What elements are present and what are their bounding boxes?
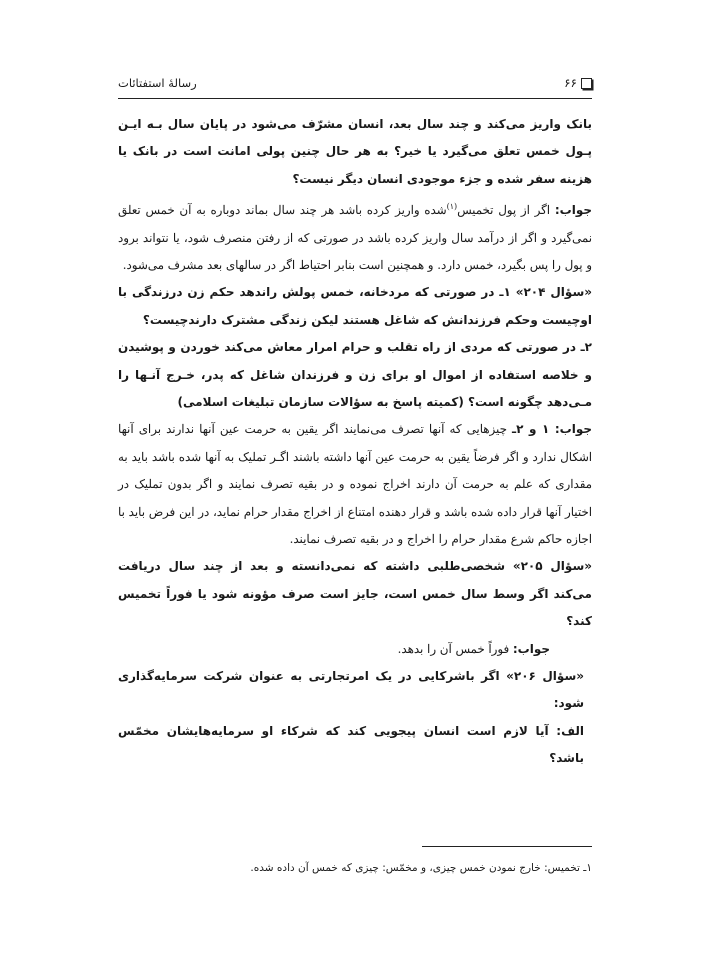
question-paragraph: بانک واریز می‌کند و چند سال بعد، انسان مشرّف می‌شود در پایان سال بـه ایـن پـول خمس تعلق می‌گیرد یا خیر؟ به هر حال چنین پولی امانت است در بانک یا هزینه سفر شده و جزء موجودی انسان دیگر نیست؟ <box>118 117 592 186</box>
answer-text: فوراً خمس آن را بدهد. <box>397 641 513 656</box>
page-body <box>118 111 592 773</box>
question-206: «سؤال ۲۰۶» اگر باشرکایی در یک امرتجارتی به عنوان شرکت سرمایه‌گذاری شود: <box>118 669 584 711</box>
footnote-marker: (۱) <box>446 202 458 212</box>
answer-204 <box>118 416 592 553</box>
question-205: «سؤال ۲۰۵» شخصی‌طلبی داشته که نمی‌دانسته و بعد از چند سال دریافت می‌کند اگر وسط سال خمس است، جایز است صرف مؤونه شود یا فوراً تخمیس کند؟ <box>118 559 592 629</box>
square-bullet-icon <box>581 78 592 89</box>
answer-text: اگر از پول تخمیس <box>457 203 555 218</box>
question-204: «سؤال ۲۰۴» ۱ـ در صورتی که مردخانه، خمس پولش راندهد حکم زن درزندگی با اوچیست وحکم فرزندانش که شاغل هستند لیکن زندگی مشترک دارندچیست؟ <box>118 285 592 327</box>
footnote: ۱ـ تخمیس: خارج نمودن خمس چیزی، و مخمّس: چیزی که خمس آن داده شده. <box>250 862 592 874</box>
answer-label: جواب: <box>512 641 550 656</box>
answer-text: چیزهایی که آنها تصرف می‌نمایند اگر یقین به حرمت عین آنها ندارند برای آنها اشکال ندارد و اگر فرضاً یقین به حرمت عین آنها داشته باشند اگـر تملیک به آنها شده باشد باید به مقداری که علم به حرمت آن دارند اخراج نموده و در بقیه تصرف نمایند و اگر بدون تملیک در اختیار آنها قرار داده شده باشد و قرار دهنده امتناع از اخراج مقدار حرام نماید، در این فرض باید با اجازه حاکم شرع مقدار حرام را اخراج و در بقیه تصرف نمایند. <box>118 422 592 547</box>
question-206-part-a: الف: آیا لازم است انسان پیجویی کند که شرکاء او سرمایه‌هایشان مخمّس باشد؟ <box>118 723 584 766</box>
header-rule <box>118 98 592 99</box>
answer-label: جواب: <box>554 203 592 218</box>
page-number-text: ۶۶ <box>564 76 577 90</box>
answer-paragraph <box>118 193 592 279</box>
page-number <box>564 76 592 90</box>
footnote-rule <box>422 846 592 847</box>
answer-text: شده واریز کرده باشد هر چند سال بماند دوباره به آن خمس تعلق نمی‌گیرد و اگر از درآمد سال واریز کرده باشد در صورتی که از رفتن منصرف شود، یا نتواند برود و پول را پس بگیرد، خمس دارد. و همچنین است بنابر احتیاط اگر در سالهای بعد مشرف می‌شود. <box>118 203 592 272</box>
answer-label: جواب: ۱ و ۲ـ <box>512 422 592 437</box>
answer-205 <box>118 636 592 663</box>
question-204-part2: ۲ـ در صورتی که مردی از راه تقلب و حرام امرار معاش می‌کند خوردن و پوشیدن و خلاصه استفاده از اموال او برای زن و فرزندان شاغل که پدر، خـرج آنـها را مـی‌دهد چگونه است؟ (کمیته پاسخ به سؤالات سازمان تبلیغات اسلامی) <box>118 340 592 409</box>
page-header <box>118 70 592 96</box>
book-page <box>118 70 592 890</box>
running-title: رسالهٔ استفتائات <box>118 76 197 90</box>
